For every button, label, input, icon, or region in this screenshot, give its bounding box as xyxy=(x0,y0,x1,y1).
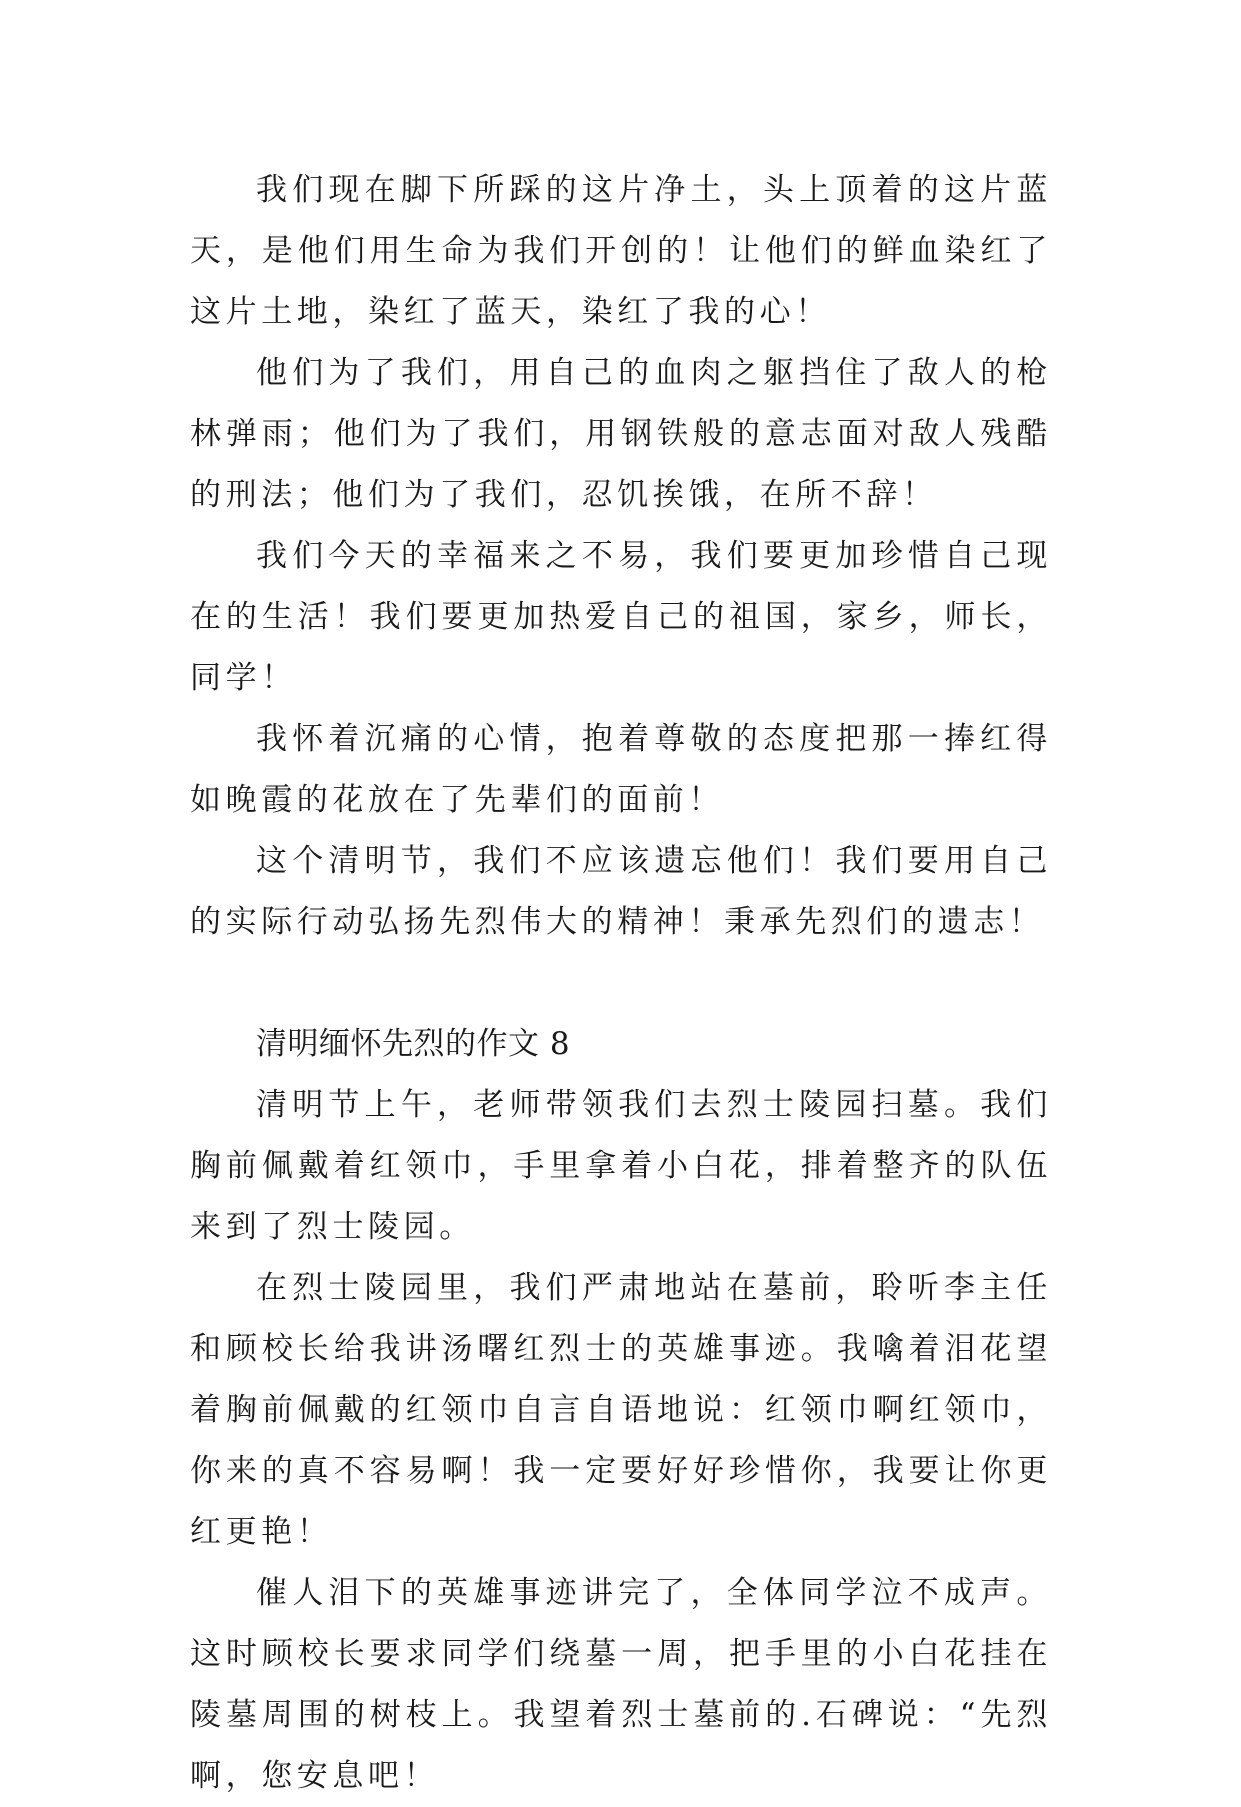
body-paragraph: 我们现在脚下所踩的这片净土，头上顶着的这片蓝天，是他们用生命为我们开创的！让他们的鲜血染红了这片土地，染红了蓝天，染红了我的心！ xyxy=(190,172,1052,330)
body-paragraph: 催人泪下的英雄事迹讲完了，全体同学泣不成声。这时顾校长要求同学们绕墓一周，把手里的小白花挂在陵墓周围的树枝上。我望着烈士墓前的.石碑说：“先烈啊，您安息吧！ xyxy=(190,1575,1052,1794)
body-paragraph: 在烈士陵园里，我们严肃地站在墓前，聆听李主任和顾校长给我讲汤曙红烈士的英雄事迹。我噙着泪花望着胸前佩戴的红领巾自言自语地说：红领巾啊红领巾，你来的真不容易啊！我一定要好好珍惜你，我要让你更红更艳！ xyxy=(190,1270,1052,1550)
document-body xyxy=(190,160,1052,1807)
body-paragraph: 我怀着沉痛的心情，抱着尊敬的态度把那一捧红得如晚霞的花放在了先辈们的面前！ xyxy=(190,721,1052,818)
section-gap xyxy=(190,953,1052,1014)
body-paragraph: 清明节上午，老师带领我们去烈士陵园扫墓。我们胸前佩戴着红领巾，手里拿着小白花，排着整齐的队伍来到了烈士陵园。 xyxy=(190,1087,1052,1245)
body-paragraph: 这个清明节，我们不应该遗忘他们！我们要用自己的实际行动弘扬先烈伟大的精神！秉承先烈们的遗志！ xyxy=(190,843,1052,940)
body-paragraph: 他们为了我们，用自己的血肉之躯挡住了敌人的枪林弹雨；他们为了我们，用钢铁般的意志面对敌人残酷的刑法；他们为了我们，忍饥挨饿，在所不辞！ xyxy=(190,355,1052,513)
body-paragraph: 我们今天的幸福来之不易，我们要更加珍惜自己现在的生活！我们要更加热爱自己的祖国，家乡，师长，同学！ xyxy=(190,538,1052,696)
section-heading: 清明缅怀先烈的作文 8 xyxy=(256,1026,571,1062)
